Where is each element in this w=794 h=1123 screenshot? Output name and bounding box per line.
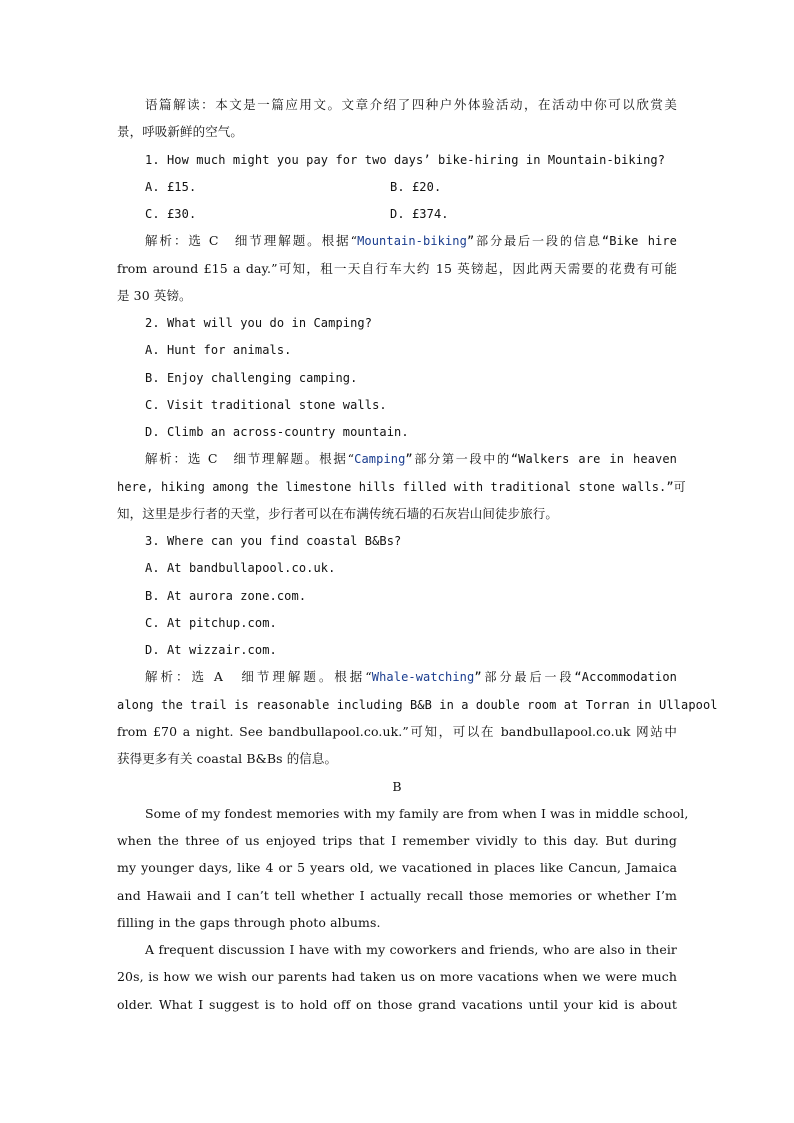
passage-analysis-line-1: 语篇解读：本文是一篇应用文。文章介绍了四种户外体验活动，在活动中你可以欣赏美 [145, 97, 677, 112]
q3-analysis-line-2: along the trail is reasonable including B&B in a double room at Torran in Ullapool [117, 698, 718, 712]
q2-option-c: C. Visit traditional stone walls. [145, 398, 387, 412]
q3-option-b: B. At aurora zone.com. [145, 589, 307, 603]
q1-option-a: A. £15. [145, 180, 197, 194]
q1-option-d: D. £374. [390, 207, 449, 221]
q3-option-c: C. At pitchup.com. [145, 616, 277, 630]
section-b-p2-line-3: older. What I suggest is to hold off on those grand vacations until your kid is about [117, 997, 677, 1012]
q2-analysis-keyword: Camping [354, 452, 406, 466]
q1-option-c: C. £30. [145, 207, 197, 221]
section-b-p1-line-5: filling in the gaps through photo albums. [117, 915, 381, 930]
q2-option-d: D. Climb an across-country mountain. [145, 425, 409, 439]
q3-analysis-line-4: 获得更多有关 coastal B&Bs 的信息。 [117, 751, 338, 766]
section-b-p2-line-2: 20s, is how we wish our parents had taken us on more vacations when we were much [117, 969, 677, 984]
q3-analysis-suffix: ”部分最后一段“Accommodation [474, 670, 677, 684]
q1-option-b: B. £20. [390, 180, 442, 194]
q2-analysis-suffix: ”部分第一段中的“Walkers are in heaven [405, 452, 677, 466]
passage-analysis-line-2: 景，呼吸新鲜的空气。 [117, 124, 244, 139]
q2-option-b: B. Enjoy challenging camping. [145, 371, 358, 385]
q3-analysis-keyword: Whale-watching [371, 670, 475, 684]
q3-option-d: D. At wizzair.com. [145, 643, 277, 657]
q2-option-a: A. Hunt for animals. [145, 343, 292, 357]
q1-analysis-suffix: ”部分最后一段的信息“Bike hire [466, 234, 677, 248]
q3-option-a: A. At bandbullapool.co.uk. [145, 561, 336, 575]
question-1: 1. How much might you pay for two days’ bike-hiring in Mountain-biking? [145, 153, 666, 167]
q2-analysis-line-1 [145, 450, 677, 468]
q1-options-row-2 [145, 205, 677, 223]
q1-analysis-line-1 [145, 232, 677, 250]
q1-analysis-line-2: from around £15 a day.”可知，租一天自行车大约 15 英镑起，因此两天需要的花费有可能 [117, 261, 677, 276]
section-b-p1-line-2: when the three of us enjoyed trips that I remember vividly to this day. But during [117, 833, 677, 848]
q1-analysis-line-3: 是 30 英镑。 [117, 288, 192, 303]
section-b-p1-line-3: my younger days, like 4 or 5 years old, we vacationed in places like Cancun, Jamaica [117, 860, 677, 875]
q1-analysis-keyword: Mountain-biking [357, 234, 467, 248]
q3-analysis-line-3: from £70 a night. See bandbullapool.co.uk.”可知，可以在 bandbullapool.co.uk 网站中 [117, 724, 677, 739]
q2-analysis-line-3: 知，这里是步行者的天堂，步行者可以在布满传统石墙的石灰岩山间徒步旅行。 [117, 506, 559, 521]
question-3: 3. Where can you find coastal B&Bs? [145, 534, 402, 548]
q2-analysis-line-2: here, hiking among the limestone hills filled with traditional stone walls.”可 [117, 480, 686, 494]
section-b-p1-line-1: Some of my fondest memories with my family are from when I was in middle school, [145, 806, 689, 821]
section-b-p1-line-4: and Hawaii and I can’t tell whether I actually recall those memories or whether I’m [117, 888, 677, 903]
section-b-p2-line-1: A frequent discussion I have with my coworkers and friends, who are also in their [145, 942, 677, 957]
question-2: 2. What will you do in Camping? [145, 316, 373, 330]
q1-analysis-prefix: 解析：选 C 细节理解题。根据“ [145, 233, 358, 248]
q3-analysis-line-1 [145, 668, 677, 686]
q2-analysis-prefix: 解析：选 C 细节理解题。根据“ [145, 451, 355, 466]
q1-options-row-1 [145, 178, 677, 196]
section-b-heading: B [392, 779, 402, 794]
q3-analysis-prefix: 解析：选 A 细节理解题。根据“ [145, 669, 372, 684]
